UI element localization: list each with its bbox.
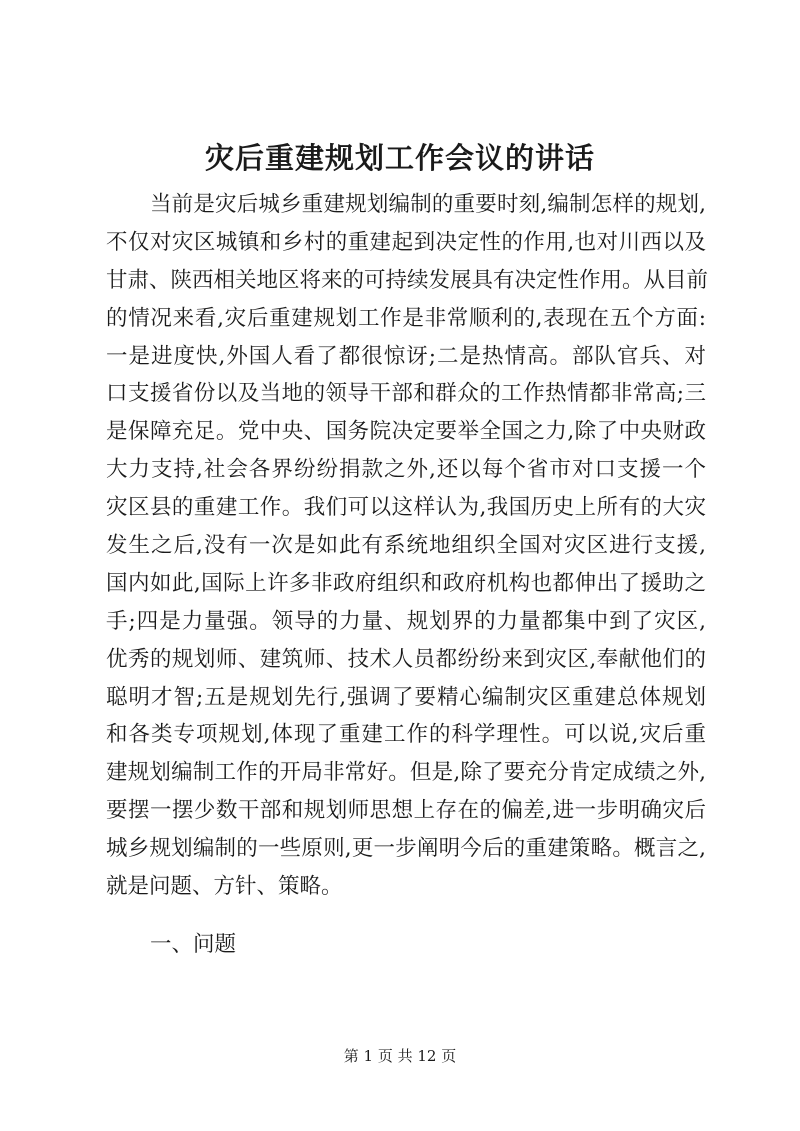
paragraph-line: 国内如此,国际上许多非政府组织和政府机构也都伸出了援助之 bbox=[106, 570, 706, 596]
paragraph-line: 手;四是力量强。领导的力量、规划界的力量都集中到了灾区, bbox=[106, 608, 706, 634]
paragraph-line: 和各类专项规划,体现了重建工作的科学理性。可以说,灾后重 bbox=[106, 722, 706, 748]
paragraph-line: 就是问题、方针、策略。 bbox=[106, 874, 343, 900]
paragraph-line: 甘肃、陕西相关地区将来的可持续发展具有决定性作用。从目前 bbox=[106, 267, 709, 293]
paragraph-line: 灾区县的重建工作。我们可以这样认为,我国历史上所有的大灾 bbox=[106, 495, 706, 521]
section-heading: 一、问题 bbox=[150, 932, 237, 957]
paragraph-line: 不仅对灾区城镇和乡村的重建起到决定性的作用,也对川西以及 bbox=[106, 229, 706, 255]
page-footer: 第 1 页 共 12 页 bbox=[343, 1047, 457, 1065]
paragraph-line: 当前是灾后城乡重建规划编制的重要时刻,编制怎样的规划, bbox=[150, 192, 706, 217]
body-paragraph bbox=[106, 186, 709, 906]
document-title: 灾后重建规划工作会议的讲话 bbox=[204, 141, 595, 175]
paragraph-line: 建规划编制工作的开局非常好。但是,除了要充分肯定成绩之外, bbox=[106, 760, 706, 786]
paragraph-line: 聪明才智;五是规划先行,强调了要精心编制灾区重建总体规划 bbox=[106, 684, 706, 710]
paragraph-line: 是保障充足。党中央、国务院决定要举全国之力,除了中央财政 bbox=[106, 419, 706, 445]
paragraph-line: 口支援省份以及当地的领导干部和群众的工作热情都非常高;三 bbox=[106, 381, 706, 407]
paragraph-line: 一是进度快,外国人看了都很惊讶;二是热情高。部队官兵、对 bbox=[106, 343, 706, 369]
paragraph-line: 要摆一摆少数干部和规划师思想上存在的偏差,进一步明确灾后 bbox=[106, 798, 706, 824]
paragraph-line: 优秀的规划师、建筑师、技术人员都纷纷来到灾区,奉献他们的 bbox=[106, 646, 706, 672]
paragraph-line: 大力支持,社会各界纷纷捐款之外,还以每个省市对口支援一个 bbox=[106, 457, 706, 483]
paragraph-line: 的情况来看,灾后重建规划工作是非常顺利的,表现在五个方面: bbox=[106, 305, 706, 331]
paragraph-line: 发生之后,没有一次是如此有系统地组织全国对灾区进行支援, bbox=[106, 533, 706, 559]
paragraph-line: 城乡规划编制的一些原则,更一步阐明今后的重建策略。概言之, bbox=[106, 836, 706, 862]
